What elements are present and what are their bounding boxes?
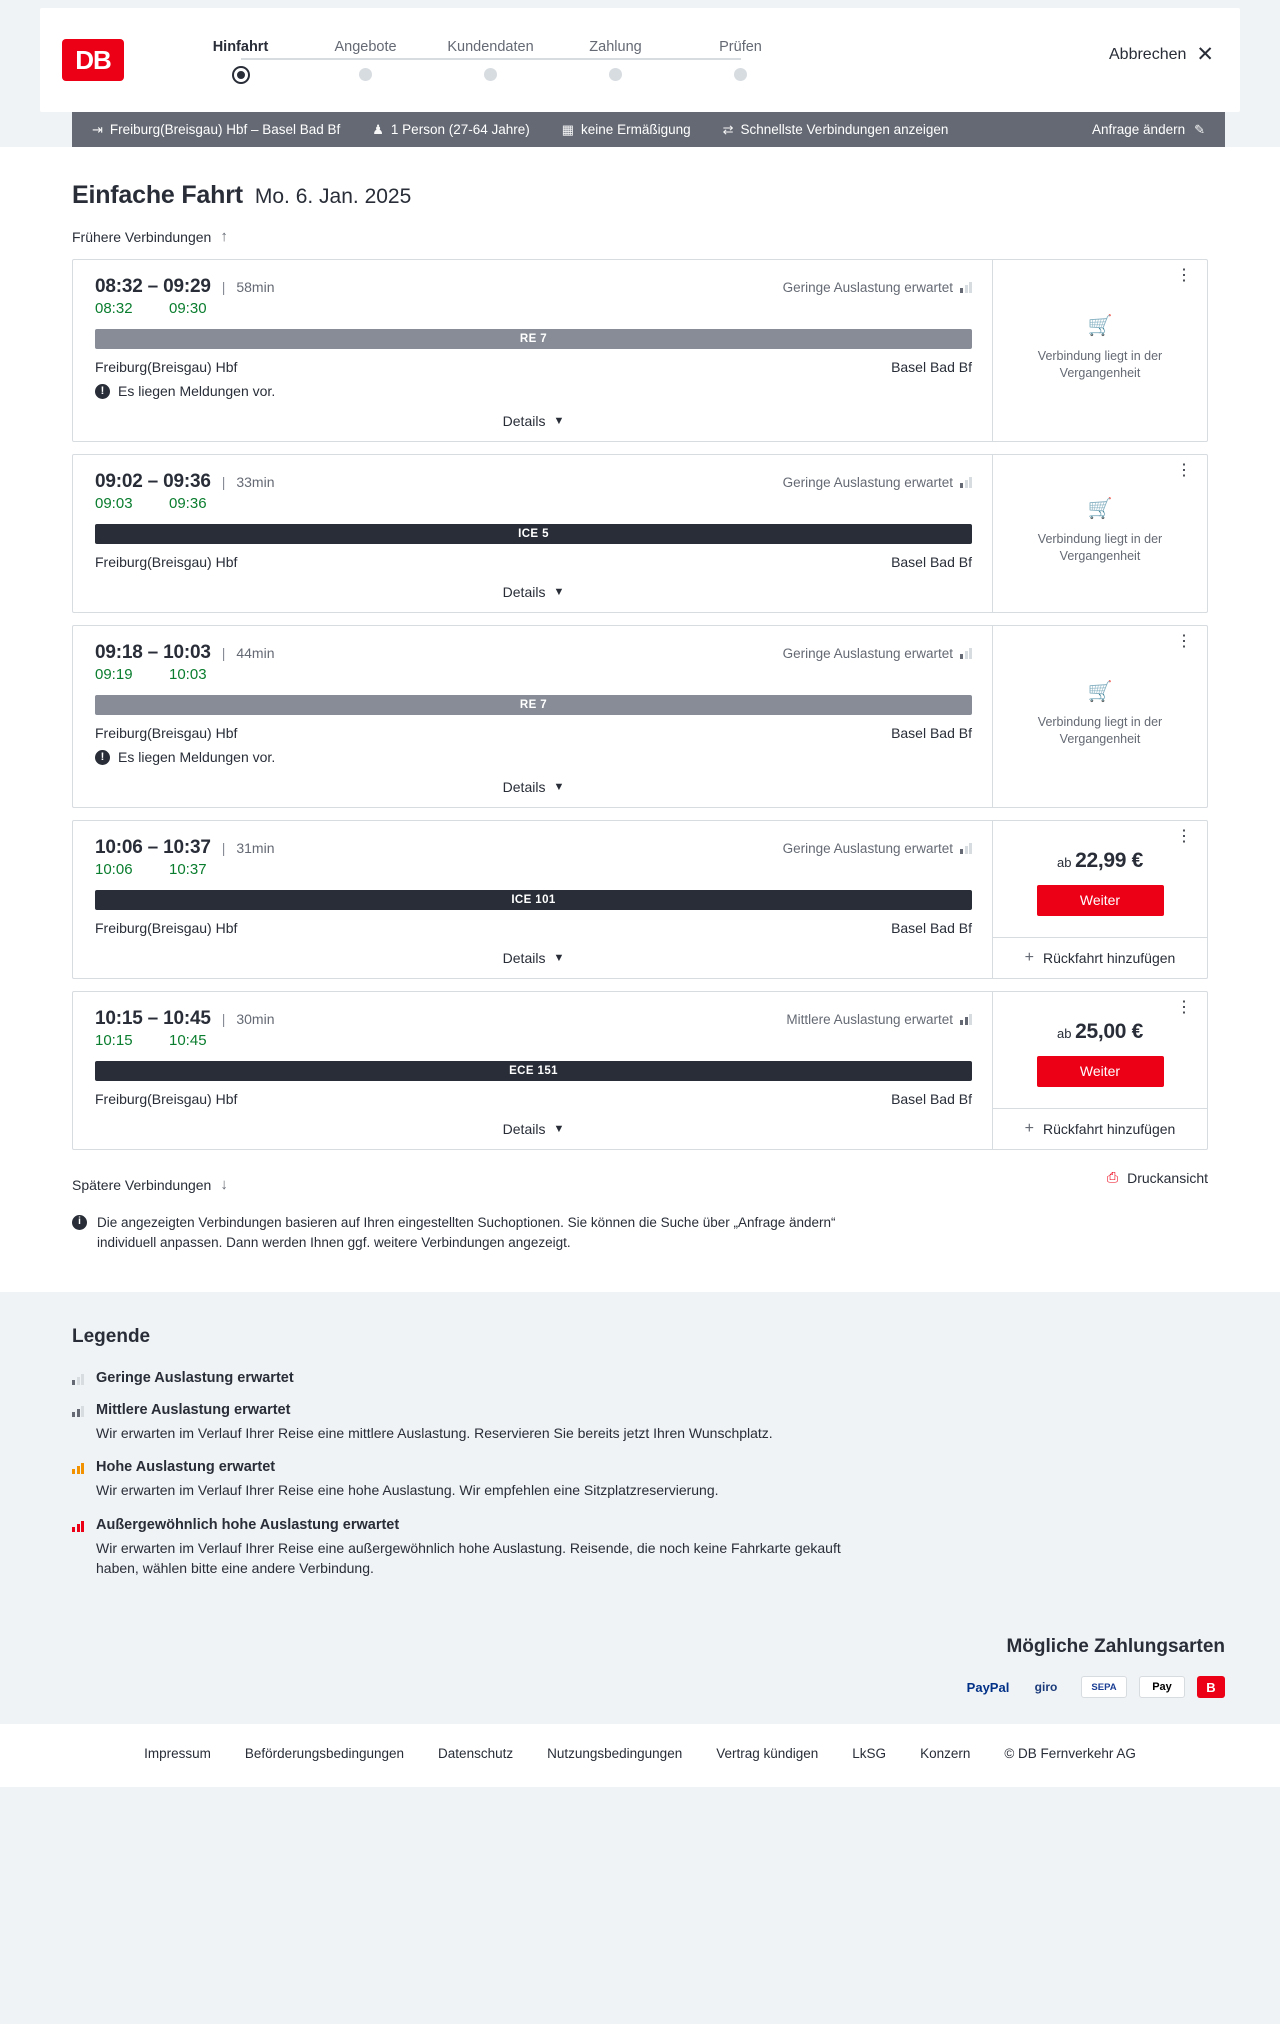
trip-type-title: Einfache Fahrt [72,181,243,209]
continue-button[interactable]: Weiter [1037,1056,1164,1087]
connection-time-range: 09:18 – 10:03 [95,642,211,663]
query-route[interactable] [86,122,356,138]
details-toggle[interactable] [95,779,972,795]
legend-item-title: Geringe Auslastung erwartet [96,1370,294,1387]
earlier-connections-button[interactable] [72,228,1208,245]
connection-card[interactable] [72,259,1208,442]
past-connection-label: Verbindung liegt in der Vergangenheit [1037,349,1163,380]
more-options-icon[interactable]: ⋮ [1176,999,1193,1016]
legend-item-desc: Wir erwarten im Verlauf Ihrer Reise eine hohe Auslastung. Wir empfehlen eine Sitzplatzreservierung. [96,1482,719,1499]
details-toggle[interactable] [95,950,972,966]
destination-station: Basel Bad Bf [891,920,972,936]
connection-action-panel [992,626,1207,807]
connection-duration: 44min [236,645,275,661]
arrow-down-icon: ↓ [220,1176,228,1193]
step-dot [734,68,747,81]
arrival-actual: 09:30 [169,300,207,317]
chevron-down-icon: ▼ [553,952,565,964]
occupancy-indicator [783,841,972,856]
trip-date: Mo. 6. Jan. 2025 [254,185,412,208]
footer-link-impressum[interactable]: Impressum [144,1746,211,1762]
cart-disabled-icon: 🛒 [1087,681,1113,704]
legend-item-very-high [72,1517,1208,1579]
search-hint-text: Die angezeigten Verbindungen basieren auf Ihren eingestellten Suchoptionen. Sie können die Suche über „Anfrage ändern“ individuell anpassen. Dann werden Ihnen ggf. weitere Verbindungen angezeigt. [97,1215,836,1250]
filter-icon: ⇄ [722,121,734,137]
arrow-up-icon: ↑ [220,228,228,245]
legend-item-title: Außergewöhnlich hohe Auslastung erwartet [96,1516,400,1533]
continue-button[interactable]: Weiter [1037,885,1164,916]
step-connector [366,58,491,60]
step-connector [241,58,366,60]
occupancy-bars-icon [72,1373,84,1385]
origin-station: Freiburg(Breisgau) Hbf [95,359,238,375]
divider: | [221,840,226,856]
price-label [1057,849,1143,873]
destination-station: Basel Bad Bf [891,1091,972,1107]
step-dot [609,68,622,81]
occupancy-label: Geringe Auslastung erwartet [782,645,953,661]
connection-card[interactable] [72,991,1208,1150]
query-passengers-label: 1 Person (27-64 Jahre) [390,122,530,137]
print-label: Druckansicht [1127,1169,1208,1186]
occupancy-bars-icon [72,1520,84,1532]
step-dot [234,68,248,82]
details-toggle[interactable] [95,1121,972,1137]
connection-time-range: 08:32 – 09:29 [95,276,211,297]
origin-station: Freiburg(Breisgau) Hbf [95,725,238,741]
occupancy-label: Geringe Auslastung erwartet [782,840,953,856]
details-toggle[interactable] [95,584,972,600]
connection-message[interactable] [95,749,972,765]
legend-item-low [72,1370,1208,1386]
later-label: Spätere Verbindungen [72,1176,212,1193]
giropay-icon: giro [1034,1680,1058,1695]
departure-actual: 09:03 [95,495,133,512]
route-arrow-icon: ⇥ [92,121,103,137]
plus-icon: + [1024,1120,1035,1137]
more-options-icon[interactable]: ⋮ [1176,828,1193,845]
query-discount[interactable] [546,122,707,138]
footer-link-konzern[interactable]: Konzern [920,1746,971,1762]
booking-steps [178,39,803,82]
footer-link-vertrag-kuendigen[interactable]: Vertrag kündigen [716,1746,819,1762]
details-label: Details [502,413,546,429]
legend-title: Legende [72,1326,151,1348]
past-connection-notice [993,455,1207,612]
connection-duration: 30min [236,1011,275,1027]
connection-time-range: 10:06 – 10:37 [95,837,211,858]
train-bar[interactable]: ICE 101 [95,890,972,910]
app-header [40,8,1240,112]
query-change-label: Anfrage ändern [1092,122,1186,137]
more-options-icon[interactable]: ⋮ [1176,633,1193,650]
printer-icon: ⎙ [1106,1169,1119,1185]
step-dot [359,68,372,81]
destination-station: Basel Bad Bf [891,554,972,570]
plus-icon: + [1024,949,1035,966]
occupancy-label: Mittlere Auslastung erwartet [786,1011,953,1027]
origin-station: Freiburg(Breisgau) Hbf [95,1091,238,1107]
print-view-button[interactable] [1107,1169,1208,1186]
payment-methods-title: Mögliche Zahlungsarten [1006,1636,1225,1658]
step-hinfahrt[interactable] [178,39,303,82]
info-icon: ! [95,384,110,399]
connection-details [73,626,992,807]
connection-card[interactable] [72,625,1208,808]
past-connection-notice [993,260,1207,441]
cancel-label: Abbrechen [1109,45,1187,63]
arrival-actual: 10:37 [169,861,207,878]
arrival-actual: 10:03 [169,666,207,683]
past-connection-label: Verbindung liegt in der Vergangenheit [1037,532,1163,563]
sepa-icon: SEPA [1081,1676,1127,1698]
paypal-icon: PayPal [966,1679,1010,1695]
occupancy-label: Geringe Auslastung erwartet [782,279,953,295]
connection-duration: 33min [236,474,275,490]
page-title [72,181,1208,210]
search-hint [72,1213,852,1252]
arrival-actual: 10:45 [169,1032,207,1049]
occupancy-indicator [783,646,972,661]
connection-card[interactable] [72,820,1208,979]
connection-details [73,260,992,441]
connection-card[interactable] [72,454,1208,613]
step-connector [491,58,616,60]
connection-duration: 31min [236,840,275,856]
train-bar[interactable]: RE 7 [95,695,972,715]
divider: | [221,1011,226,1027]
query-change-button[interactable] [1092,122,1211,138]
legend-item-title: Hohe Auslastung erwartet [96,1459,276,1476]
price-prefix: ab [1056,1025,1072,1041]
past-connection-notice [993,626,1207,807]
connection-duration: 58min [236,279,275,295]
legend-item-high [72,1459,1208,1500]
arrival-actual: 09:36 [169,495,207,512]
footer-copyright: © DB Fernverkehr AG [1004,1746,1136,1762]
main-content [0,147,1280,1292]
pencil-icon: ✎ [1194,121,1205,137]
query-fastest[interactable] [707,122,965,138]
query-fastest-label: Schnellste Verbindungen anzeigen [740,122,949,137]
more-options-icon[interactable]: ⋮ [1176,462,1193,479]
connection-details [73,992,992,1149]
details-label: Details [502,779,546,795]
person-icon: ♟ [372,121,384,137]
cart-disabled-icon: 🛒 [1087,498,1113,521]
details-label: Details [502,1121,546,1137]
query-discount-label: keine Ermäßigung [581,122,691,137]
add-return-trip-button[interactable] [993,937,1207,978]
price-block [993,821,1207,937]
footer-link-befoerderungsbedingungen[interactable]: Beförderungsbedingungen [244,1746,405,1762]
price-block [993,992,1207,1108]
connection-message[interactable] [95,383,972,399]
step-dot [484,68,497,81]
departure-actual: 10:15 [95,1032,133,1049]
train-bar[interactable]: ECE 151 [95,1061,972,1081]
footer-link-nutzungsbedingungen[interactable]: Nutzungsbedingungen [547,1746,683,1762]
chevron-down-icon: ▼ [553,1123,565,1135]
cancel-button[interactable] [1109,44,1214,65]
db-payment-icon: B [1197,1676,1225,1698]
later-connections-button[interactable] [72,1176,228,1193]
query-route-label: Freiburg(Breisgau) Hbf – Basel Bad Bf [109,122,341,137]
connection-details [73,455,992,612]
step-angebote[interactable] [303,39,428,82]
occupancy-bars-icon [960,647,972,659]
payment-methods-section [0,1636,1280,1724]
occupancy-indicator [786,1012,972,1027]
close-icon: ✕ [1196,43,1214,66]
page-root [0,8,1280,1787]
occupancy-bars-icon [72,1405,84,1417]
step-connector [616,58,741,60]
destination-station: Basel Bad Bf [891,359,972,375]
origin-station: Freiburg(Breisgau) Hbf [95,554,238,570]
destination-station: Basel Bad Bf [891,725,972,741]
legend-item-desc: Wir erwarten im Verlauf Ihrer Reise eine außergewöhnlich hohe Auslastung. Reisende, die noch keine Fahrkarte gekauft haben, wählen bitte eine andere Verbindung. [96,1539,841,1577]
legend-item-title: Mittlere Auslastung erwartet [96,1402,291,1419]
step-zahlung[interactable] [553,39,678,82]
origin-station: Freiburg(Breisgau) Hbf [95,920,238,936]
connection-details [73,821,992,978]
occupancy-bars-icon [960,1013,972,1025]
connection-action-panel [992,992,1207,1149]
departure-actual: 09:19 [95,666,133,683]
occupancy-indicator [783,475,972,490]
divider: | [221,474,226,490]
price-label [1057,1020,1143,1044]
connection-message-label: Es liegen Meldungen vor. [118,749,276,765]
occupancy-label: Geringe Auslastung erwartet [782,474,953,490]
departure-actual: 08:32 [95,300,133,317]
step-label: Hinfahrt [212,38,269,55]
step-label: Prüfen [719,38,762,55]
occupancy-bars-icon [960,842,972,854]
applepay-icon: Pay [1139,1676,1185,1698]
occupancy-bars-icon [72,1462,84,1474]
divider: | [221,279,226,295]
legend-section [0,1292,1280,1636]
chevron-down-icon: ▼ [553,781,565,793]
departure-actual: 10:06 [95,861,133,878]
train-bar[interactable]: RE 7 [95,329,972,349]
occupancy-indicator [783,280,972,295]
add-return-label: Rückfahrt hinzufügen [1043,950,1176,966]
query-summary-bar [72,112,1225,147]
occupancy-bars-icon [960,281,972,293]
step-kundendaten[interactable] [428,39,553,82]
connection-time-range: 10:15 – 10:45 [95,1008,211,1029]
add-return-label: Rückfahrt hinzufügen [1043,1121,1176,1137]
info-icon: i [72,1215,87,1230]
past-connection-label: Verbindung liegt in der Vergangenheit [1037,715,1163,746]
query-passengers[interactable] [356,122,545,138]
footer-link-datenschutz[interactable]: Datenschutz [438,1746,514,1762]
connection-time-range: 09:02 – 09:36 [95,471,211,492]
legend-item-desc: Wir erwarten im Verlauf Ihrer Reise eine mittlere Auslastung. Reservieren Sie bereits jetzt Ihren Wunschplatz. [96,1425,773,1442]
connection-message-label: Es liegen Meldungen vor. [118,383,276,399]
more-options-icon[interactable]: ⋮ [1176,267,1193,284]
price-value: 22,99 € [1075,848,1144,872]
chevron-down-icon: ▼ [553,586,565,598]
occupancy-bars-icon [960,476,972,488]
price-value: 25,00 € [1075,1019,1144,1043]
add-return-trip-button[interactable] [993,1108,1207,1149]
page-footer [0,1724,1280,1787]
connection-action-panel [992,821,1207,978]
step-label: Zahlung [589,38,642,55]
train-bar[interactable]: ICE 5 [95,524,972,544]
step-label: Kundendaten [447,38,534,55]
footer-links [0,1746,1280,1761]
info-icon: ! [95,750,110,765]
step-label: Angebote [334,38,397,55]
details-label: Details [502,584,546,600]
price-prefix: ab [1056,854,1072,870]
chevron-down-icon: ▼ [553,415,565,427]
details-toggle[interactable] [95,413,972,429]
connection-action-panel [992,260,1207,441]
legend-item-mid [72,1402,1208,1443]
footer-link-lksg[interactable]: LkSG [852,1746,887,1762]
details-label: Details [502,950,546,966]
connection-action-panel [992,455,1207,612]
divider: | [221,645,226,661]
step-pruefen[interactable] [678,39,803,82]
cart-disabled-icon: 🛒 [1087,315,1113,338]
bahncard-icon: ▦ [561,121,575,137]
earlier-label: Frühere Verbindungen [72,228,212,245]
db-logo: DB [62,39,124,81]
